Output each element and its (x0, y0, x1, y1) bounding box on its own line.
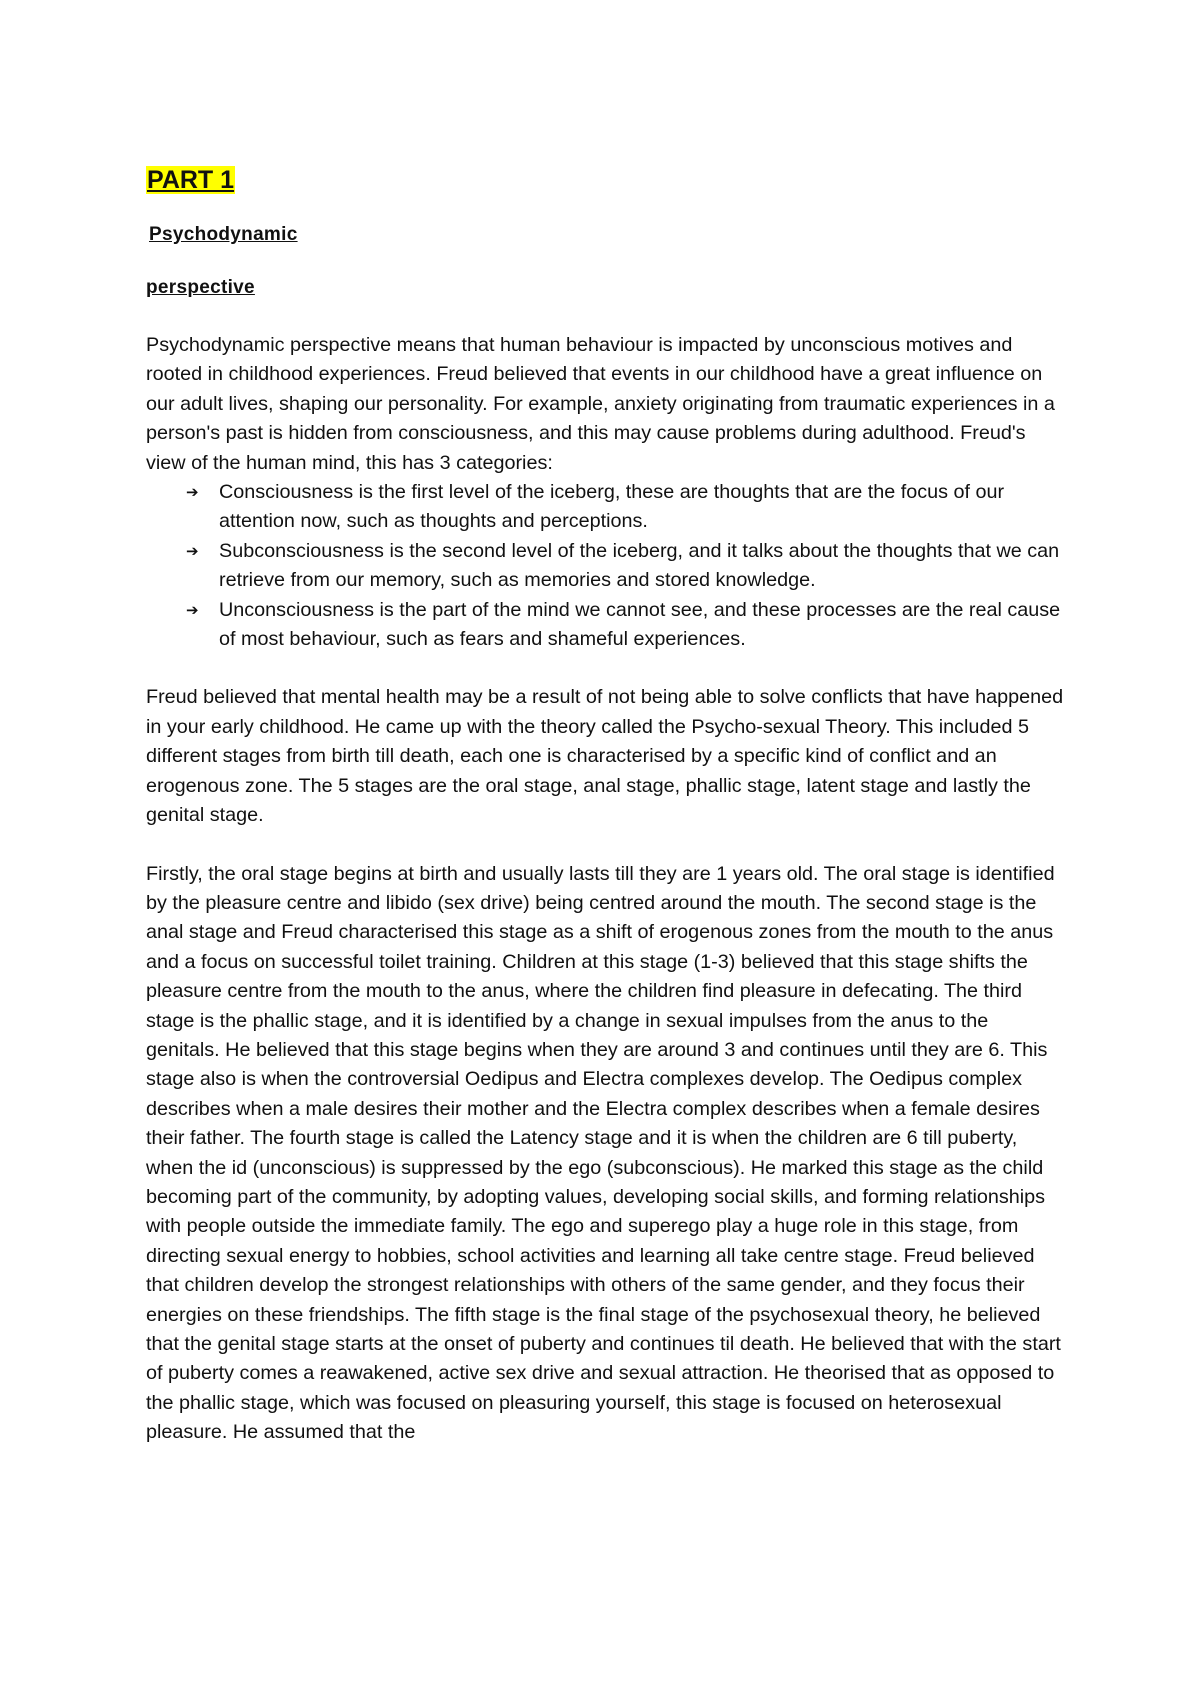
paragraph-psychosexual-theory: Freud believed that mental health may be a result of not being able to solve conflicts that have happened in your early childhood. He came up with the theory called the Psycho-sexual Theory. This included 5 different stages from birth till death, each one is characterised by a specific kind of conflict and an erogenous zone. The 5 stages are the oral stage, anal stage, phallic stage, latent stage and lastly the genital stage. (146, 686, 1064, 827)
arrow-bullet-icon: ➔ (186, 541, 199, 560)
subheading-psychodynamic: Psychodynamic (149, 224, 298, 245)
subheading-perspective: perspective (146, 277, 255, 298)
bullet-text: Subconsciousness is the second level of the iceberg, and it talks about the thoughts that we can retrieve from our memory, such as memories and stored knowledge. (219, 539, 1060, 592)
bullet-item-consciousness (146, 478, 1066, 537)
bullet-list (146, 478, 1066, 654)
part-heading-wrap (146, 166, 1066, 194)
document-page (146, 166, 1066, 1448)
arrow-bullet-icon: ➔ (186, 600, 199, 619)
paragraph-intro: Psychodynamic perspective means that human behaviour is impacted by unconscious motives and rooted in childhood experiences. Freud believed that events in our childhood have a great influence on our adult lives, shaping our personality. For example, anxiety originating from traumatic experiences in a person's past is hidden from consciousness, and this may cause problems during adulthood. Freud's view of the human mind, this has 3 categories: (146, 334, 1055, 474)
part-heading: PART 1 (147, 166, 235, 194)
bullet-text: Unconsciousness is the part of the mind we cannot see, and these processes are the real cause of most behaviour, such as fears and shameful experiences. (219, 598, 1061, 651)
arrow-bullet-icon: ➔ (186, 483, 199, 502)
bullet-item-subconsciousness (146, 537, 1066, 596)
bullet-item-unconsciousness (146, 596, 1066, 655)
paragraph-stages: Firstly, the oral stage begins at birth and usually lasts till they are 1 years old. The oral stage is identified by the pleasure centre and libido (sex drive) being centred around the mouth. The second stage is the anal stage and Freud characterised this stage as a shift of erogenous zones from the mouth to the anus and a focus on successful toilet training. Children at this stage (1-3) believed that this stage shifts the pleasure centre from the mouth to the anus, where the children find pleasure in defecating. The third stage is the phallic stage, and it is identified by a change in sexual impulses from the anus to the genitals. He believed that this stage begins when they are around 3 and continues until they are 6. This stage also is when the controversial Oedipus and Electra complexes develop. The Oedipus complex describes when a male desires their mother and the Electra complex describes when a female desires their father. The fourth stage is called the Latency stage and it is when the children are 6 till puberty, when the id (unconscious) is suppressed by the ego (subconscious). He marked this stage as the child becoming part of the community, by adopting values, developing social skills, and forming relationships with people outside the immediate family. The ego and superego play a huge role in this stage, from directing sexual energy to hobbies, school activities and learning all take centre stage. Freud believed that children develop the strongest relationships with others of the same gender, and they focus their energies on these friendships. The fifth stage is the final stage of the psychosexual theory, he believed that the genital stage starts at the onset of puberty and continues til death. He believed that with the start of puberty comes a reawakened, active sex drive and sexual attraction. He theorised that as opposed to the phallic stage, which was focused on pleasuring yourself, this stage is focused on heterosexual pleasure. He assumed that the (146, 862, 1061, 1444)
bullet-text: Consciousness is the first level of the iceberg, these are thoughts that are the focus of our attention now, such as thoughts and perceptions. (219, 481, 1005, 533)
